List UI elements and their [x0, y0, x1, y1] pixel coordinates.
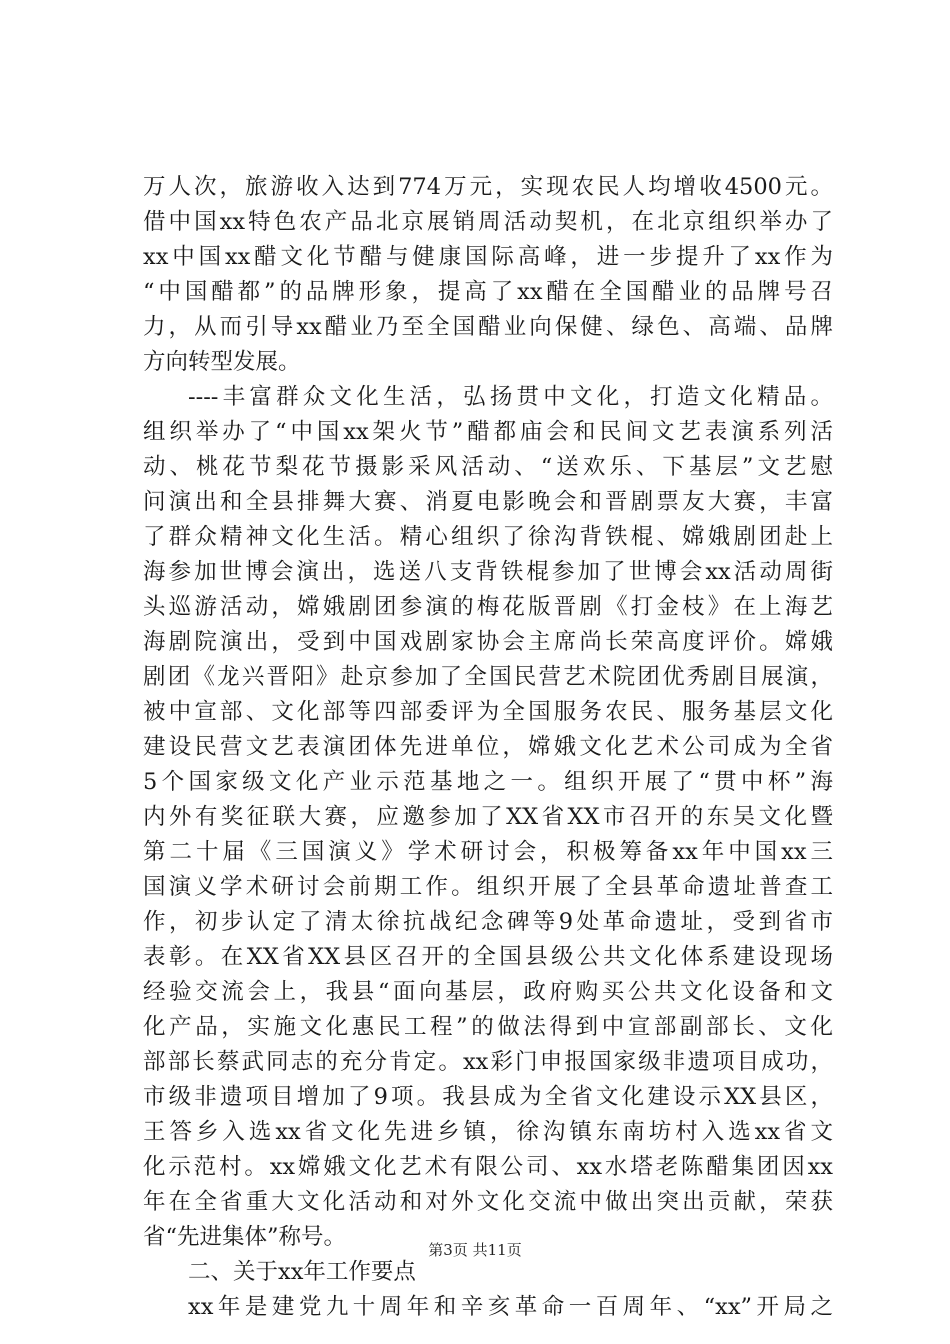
text-line: 组织举办了“中国xx架火节”醋都庙会和民间文艺表演系列活: [143, 419, 833, 445]
text-line: 海参加世博会演出，选送八支背铁棍参加了世博会xx活动周街: [143, 559, 833, 585]
text-line: 借中国xx特色农产品北京展销周活动契机，在北京组织举办了: [143, 209, 833, 235]
text-line: 第二十届《三国演义》学术研讨会，积极筹备xx年中国xx三: [143, 839, 833, 865]
text-line: xx中国xx醋文化节醋与健康国际高峰，进一步提升了xx作为: [143, 244, 833, 270]
text-line: 经验交流会上，我县“面向基层，政府购买公共文化设备和文: [143, 979, 833, 1005]
text-line: 动、桃花节梨花节摄影采风活动、“送欢乐、下基层”文艺慰: [143, 454, 833, 480]
text-line: 年在全省重大文化活动和对外文化交流中做出突出贡献，荣获: [143, 1189, 833, 1215]
text-line: 化产品，实施文化惠民工程”的做法得到中宣部副部长、文化: [143, 1014, 833, 1040]
text-line: 作，初步认定了清太徐抗战纪念碑等9处革命遗址，受到省市: [143, 909, 833, 935]
section-heading: 二、关于xx年工作要点: [188, 1259, 416, 1285]
text-line: 海剧院演出，受到中国戏剧家协会主席尚长荣高度评价。嫦娥: [143, 629, 833, 655]
text-line: 部部长蔡武同志的充分肯定。xx彩门申报国家级非遗项目成功，: [143, 1049, 833, 1075]
text-line: 万人次，旅游收入达到774万元，实现农民人均增收4500元。: [143, 174, 833, 200]
text-line: 省“先进集体”称号。: [143, 1224, 347, 1250]
page-footer: [0, 1240, 950, 1260]
text-line: 内外有奖征联大赛，应邀参加了XX省XX市召开的东吴文化暨: [143, 804, 833, 830]
text-line: 市级非遗项目增加了9项。我县成为全省文化建设示XX县区，: [143, 1084, 833, 1110]
text-line: 力，从而引导xx醋业乃至全国醋业向保健、绿色、高端、品牌: [143, 314, 833, 340]
text-line: “中国醋都”的品牌形象，提高了xx醋在全国醋业的品牌号召: [143, 279, 833, 305]
page-number-label: 第3页 共11页: [428, 1241, 522, 1259]
text-line: 王答乡入选xx省文化先进乡镇，徐沟镇东南坊村入选xx省文: [143, 1119, 833, 1145]
text-line: 建设民营文艺表演团体先进单位，嫦娥文化艺术公司成为全省: [143, 734, 833, 760]
text-line: 5个国家级文化产业示范基地之一。组织开展了“贯中杯”海: [143, 769, 833, 795]
text-line: 了群众精神文化生活。精心组织了徐沟背铁棍、嫦娥剧团赴上: [143, 524, 833, 550]
document-body: [143, 170, 833, 1325]
text-line: 剧团《龙兴晋阳》赴京参加了全国民营艺术院团优秀剧目展演，: [143, 664, 833, 690]
text-line: 方向转型发展。: [143, 349, 301, 375]
section-heading-line: ----丰富群众文化生活，弘扬贯中文化，打造文化精品。: [188, 384, 833, 410]
text-line: 问演出和全县排舞大赛、消夏电影晚会和晋剧票友大赛，丰富: [143, 489, 833, 515]
text-line: 表彰。在XX省XX县区召开的全国县级公共文化体系建设现场: [143, 944, 833, 970]
text-line: 化示范村。xx嫦娥文化艺术有限公司、xx水塔老陈醋集团因xx: [143, 1154, 833, 1180]
text-line: 国演义学术研讨会前期工作。组织开展了全县革命遗址普查工: [143, 874, 833, 900]
text-line: 被中宣部、文化部等四部委评为全国服务农民、服务基层文化: [143, 699, 833, 725]
text-line: 头巡游活动，嫦娥剧团参演的梅花版晋剧《打金枝》在上海艺: [143, 594, 833, 620]
text-line: xx年是建党九十周年和辛亥革命一百周年、“xx”开局之: [188, 1294, 833, 1320]
